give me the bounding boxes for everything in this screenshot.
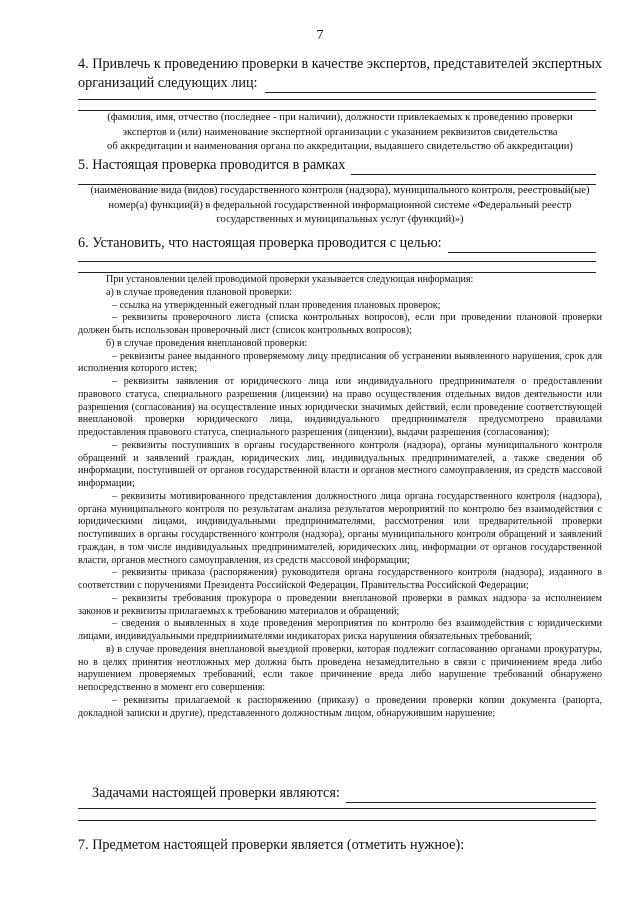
page-number: 7: [316, 28, 324, 43]
instruction-paragraph: – реквизиты прилагаемой к распоряжению (приказу) о проведении проверки копии документа (рапорта, докладной записки и другие), представленного должностным лицом, обнаружившим нарушение;: [78, 694, 602, 719]
instruction-paragraph: – реквизиты заявления от юридического лица или индивидуального предпринимателя о предоставлении правового статуса, специального разрешения (лицензии) на право осуществления отдельных видов деятельности или разрешения (согласования) на осуществление иных юридически значимых действий, если проведение соответствующей внеплановой проверки юридического лица, индивидуального предпринимателя предусмотрено правилами предоставления правового статуса, специального разрешения (лицензии), выдачи разрешения (согласования);: [78, 376, 602, 438]
instruction-paragraph: – ссылка на утвержденный ежегодный план проведения плановых проверок;: [112, 299, 441, 311]
instruction-paragraph: в) в случае проведения внеплановой выездной проверки, которая подлежит согласованию органами прокуратуры, но в целях принятия неотложных мер должна быть проведена незамедлительно в связи с причинением вреда либо нарушением проверяемых требований, если такое причинение вреда либо нарушение требований обнаружено непосредственно в момент его совершения:: [78, 643, 602, 693]
section-6-line-1: [78, 234, 602, 253]
instruction-paragraph: – сведения о выявленных в ходе проведения мероприятия по контролю без взаимодействия с юридическими лицами, индивидуальными предпринимателями индикаторах риска нарушения обязательных требований;: [78, 618, 602, 642]
instruction-paragraph: а) в случае проведения плановой проверки:: [106, 286, 292, 298]
instruction-paragraph: При установлении целей проводимой проверки указывается следующая информация:: [106, 274, 474, 285]
section-6-fill-line: [448, 240, 596, 253]
section-5-note-line: государственных и муниципальных услуг (функций)»): [216, 214, 464, 226]
section-6-tasks: [92, 784, 602, 803]
section-4-note: [78, 111, 602, 155]
section-4-line-1: 4. Привлечь к проведению проверки в качестве экспертов, представителей экспертных: [78, 56, 602, 72]
instruction-paragraph: – реквизиты ранее выданного проверяемому лицу предписания об устранении выявленного нарушения, срок для исполнения которого истек;: [78, 350, 602, 375]
tasks-blank-line-1: [78, 808, 596, 809]
section-6-blank-line-1: [78, 261, 596, 262]
section-4-note-line: (фамилия, имя, отчество (последнее - при наличии), должности привлекаемых к проведению проверки: [107, 112, 573, 123]
instruction-paragraph: – реквизиты приказа (распоряжения) руководителя органа государственного контроля (надзора), изданного в соответствии с поручениями Президента Российской Федерации, Правительства Российской Федерации;: [78, 567, 602, 591]
section-4-note-line: об аккредитации и наименования органа по аккредитации, выдавшего свидетельство об аккредитации): [107, 141, 573, 153]
instruction-paragraph: б) в случае проведения внеплановой проверки:: [106, 337, 308, 349]
instruction-paragraph: – реквизиты поступивших в органы государственного контроля (надзора), органы муниципального контроля обращений и заявлений граждан, юридических лиц, индивидуальных предпринимателей, а также сведения об информации, поступившей от органов государственной власти и органов местного самоуправления, из средств массовой информации;: [78, 439, 602, 489]
section-6-instructions: [78, 274, 602, 720]
instruction-paragraph: – реквизиты мотивированного представления должностного лица органа государственного контроля (надзора), органа муниципального контроля по результатам анализа результатов мероприятий по контролю без взаимодействия с юридическими лицами, индивидуальными предпринимателями, рассмотрения или предварительной проверки поступивших в органы государственного контроля (надзора), органы муниципального контроля обращений и заявлений граждан, в том числе индивидуальных предпринимателей, юридических лиц, информации от органов государственной власти, органов местного самоуправления, из средств массовой информации;: [78, 490, 602, 566]
section-7-line-1: 7. Предметом настоящей проверки является (отметить нужное):: [78, 837, 465, 853]
section-6-blank-line-2: [78, 272, 596, 273]
section-4-blank-line-1: [78, 99, 596, 100]
section-4-fill-line: [265, 80, 596, 93]
tasks-fill-line: [346, 790, 596, 803]
section-4-line-2: [78, 74, 602, 93]
section-5-note-line: номер(а) функции(й) в федеральной государственной информационной системе «Федеральный реестр: [108, 199, 572, 211]
section-6-label: 6. Установить, что настоящая проверка проводится с целью:: [78, 235, 442, 251]
section-5-note: [78, 184, 602, 228]
section-5-label: 5. Настоящая проверка проводится в рамках: [78, 157, 346, 173]
section-5-fill-line: [351, 162, 596, 175]
section-4-note-line: экспертов и (или) наименование экспертной организации с указанием реквизитов свидетельства: [122, 126, 558, 138]
section-4-label: организаций следующих лиц:: [78, 75, 258, 91]
section-5-line-1: [78, 156, 602, 175]
section-5-note-line: (наименование вида (видов) государственного контроля (надзора), муниципального контроля, реестровый(ые): [90, 185, 590, 196]
instruction-paragraph: – реквизиты требования прокурора о проведении внеплановой проверки в рамках надзора за исполнением законов и реквизиты прилагаемых к требованию материалов и обращений;: [78, 592, 602, 617]
tasks-blank-line-2: [78, 820, 596, 821]
tasks-label: Задачами настоящей проверки являются:: [92, 785, 340, 801]
instruction-paragraph: – реквизиты проверочного листа (списка контрольных вопросов), если при проведении плановой проверки должен быть использован проверочный лист (список контрольных вопросов);: [78, 312, 602, 336]
